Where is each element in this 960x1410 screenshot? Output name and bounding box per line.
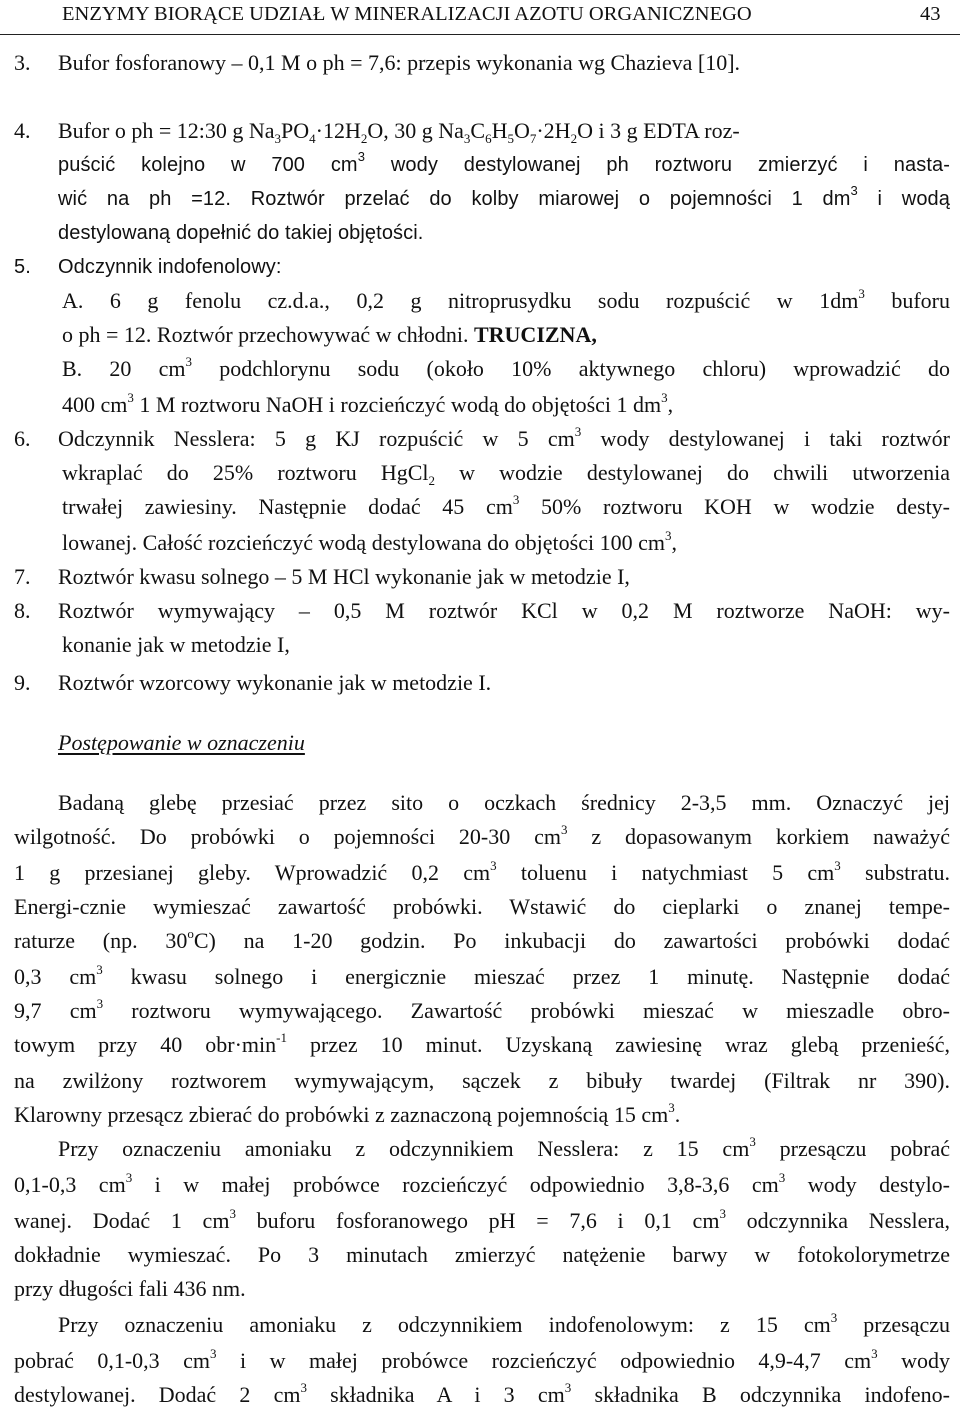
list-item-8-line-2 [62,632,290,658]
paragraph-text: składnika A i 3 cm [306,1382,565,1407]
item-text: ·2H [536,118,571,143]
subscript: 2 [360,131,368,147]
superscript: 3 [830,1309,838,1325]
item-text: , [671,530,677,555]
superscript: 3 [564,1379,572,1395]
paragraph-text: towym przy 40 obr·min [14,1032,277,1057]
list-number: 9. [14,670,31,695]
paragraph-1-line-4 [14,894,950,920]
item-text: wkraplać do 25% roztworu HgCl [62,460,429,485]
superscript: 3 [871,1345,878,1361]
paragraph-text: 1 g przesianej gleby. Wprowadzić 0,2 cm [14,860,491,885]
superscript: 3 [661,389,668,405]
paragraph-text: przesączu pobrać [755,1136,950,1161]
paragraph-text: toluenu i natychmiast 5 cm [496,860,835,885]
paragraph-2-line-4 [14,1242,950,1268]
superscript: 3 [96,995,104,1011]
superscript: 3 [210,1345,217,1361]
paragraph-1-line-7 [14,995,950,1024]
paragraph-text: Badaną glebę przesiać przez sito o oczkach średnicy 2-3,5 mm. Oznaczyć jej [58,790,950,815]
list-item-6-line-4 [62,527,677,556]
paragraph-3-line-3 [14,1379,950,1408]
paragraph-text: wody [877,1348,950,1373]
paragraph-text: C) na 1-20 godzin. Po inkubacji do zawartości probówki dodać [193,928,951,953]
superscript: 3 [185,353,193,369]
paragraph-1-line-5 [14,925,951,954]
superscript: 3 [125,1169,133,1185]
superscript: 3 [300,1379,307,1395]
superscript: 3 [512,491,520,507]
paragraph-text: wilgotność. Do probówki o pojemności 20-30 cm [14,824,561,849]
sub-item-b-line-2 [62,389,674,418]
subscript: 6 [485,131,492,147]
paragraph-text: wody destylo- [785,1172,951,1197]
list-item-4 [14,118,950,147]
paragraph-text: destylowanej. Dodać 2 cm [14,1382,301,1407]
item-text: ·12H [315,118,361,143]
subscript: 2 [570,131,578,147]
superscript: 3 [560,821,568,837]
list-number: 7. [14,564,31,589]
paragraph-1-line-9 [14,1068,950,1094]
item-text: puścić kolejno w 700 cm [58,154,358,176]
item-text: wić na ph =12. Roztwór przelać do kolby miarowej o pojemności 1 dm [58,188,851,210]
list-item-9 [14,670,491,696]
paragraph-text: kwasu solnego i energicznie mieszać przez 1 minutę. Następnie dodać [102,964,950,989]
item-text: PO [281,118,310,143]
paragraph-text: na zwilżony roztworem wymywającym, sączek z bibuły twardej (Filtrak nr 390). [14,1068,950,1093]
paragraph-text: odczynnika Nesslera, [725,1208,950,1233]
list-item-5 [14,254,282,280]
superscript: 3 [749,1133,756,1149]
superscript: 3 [858,285,865,301]
list-item-6 [14,423,950,452]
paragraph-1-line-2 [14,821,950,850]
list-number: 5. [14,256,31,278]
subscript: 2 [428,473,436,489]
paragraph-text: Energi-cznie wymieszać zawartość probówki. Wstawić do cieplarki o znanej tempe- [14,894,950,919]
superscript: 3 [850,183,858,199]
list-item-3 [14,50,740,76]
item-text: trwałej zawiesiny. Następnie dodać 45 cm [62,494,513,519]
paragraph-text: roztworu wymywającego. Zawartość probówki mieszać w mieszadle obro- [103,998,950,1023]
item-text: O, 30 g Na [367,118,464,143]
subscript: 5 [507,131,514,147]
item-text: B. 20 cm [62,356,186,381]
item-text: Bufor fosforanowy – 0,1 M o ph = 7,6: przepis wykonania wg Chazieva [10]. [58,50,741,75]
subscript: 3 [274,131,281,147]
header-rule [0,34,960,35]
paragraph-text: dokładnie wymieszać. Po 3 minutach zmierzyć natężenie barwy w fotokolorymetrze [14,1242,950,1267]
subscript: 7 [529,131,537,147]
list-item-6-line-2 [62,460,950,489]
item-text: 400 cm [62,392,128,417]
list-number: 6. [14,426,31,451]
paragraph-text: i w małej probówce rozcieńczyć odpowiednio 4,9-4,7 cm [216,1348,872,1373]
item-text: 1 M roztworu NaOH i rozcieńczyć wodą do objętości 1 dm [133,392,662,417]
paragraph-text: wanej. Dodać 1 cm [14,1208,230,1233]
paragraph-text: przesączu [837,1312,950,1337]
paragraph-1-line-10 [14,1099,681,1128]
paragraph-text: substratu. [840,860,950,885]
superscript: 3 [668,1099,675,1115]
paragraph-3-line-1 [58,1309,950,1338]
header-title: ENZYMY BIORĄCE UDZIAŁ W MINERALIZACJI AZOTU ORGANICZNEGO [62,3,752,25]
paragraph-text: 0,3 cm [14,964,97,989]
paragraph-1-line-3 [14,857,950,886]
item-text: , [667,392,674,417]
paragraph-text: pobrać 0,1-0,3 cm [14,1348,211,1373]
item-text: Roztwór kwasu solnego – 5 M HCl wykonanie jak w metodzie I, [58,564,630,589]
item-text: Odczynnik indofenolowy: [58,256,282,278]
list-item-7 [14,564,630,590]
subscript: 4 [309,131,316,147]
paragraph-2-line-2 [14,1169,951,1198]
paragraph-3-line-2 [14,1345,950,1374]
paragraph-text: i w małej probówce rozcieńczyć odpowiednio 3,8-3,6 cm [132,1172,779,1197]
list-number: 8. [14,598,31,623]
paragraph-2-line-5 [14,1276,246,1302]
paragraph-text: 0,1-0,3 cm [14,1172,126,1197]
superscript: 3 [127,389,134,405]
list-item-6-line-3 [62,491,951,520]
item-text: A. 6 g fenolu cz.d.a., 0,2 g nitroprusydku sodu rozpuścić w 1dm [62,288,859,313]
paragraph-text: składnika B odczynnika indofeno- [571,1382,950,1407]
paragraph-text: 9,7 cm [14,998,97,1023]
paragraph-text: buforu fosforanowego pH = 7,6 i 0,1 cm [235,1208,720,1233]
item-text: destylowaną dopełnić do takiej objętości. [58,222,424,244]
superscript: 3 [357,149,366,165]
superscript: 3 [719,1205,726,1221]
item-text: O i 3 g EDTA roz- [577,118,740,143]
list-item-4-line-3 [58,183,950,212]
superscript: 3 [834,857,841,873]
superscript: 3 [96,961,103,977]
superscript: 3 [778,1169,786,1185]
item-text: Bufor o ph = 12:30 g Na [58,118,275,143]
sub-item-b [62,353,950,382]
paragraph-text: przez 10 minut. Uzyskaną zawiesinę wraz glebą przenieść, [286,1032,950,1057]
item-text: Roztwór wymywający – 0,5 M roztwór KCl w 0,2 M roztworze NaOH: wy- [58,598,950,623]
item-text: C [470,118,486,143]
sub-item-a-line-2 [62,322,597,348]
item-text: O [513,118,530,143]
list-item-4-line-4 [58,220,423,246]
superscript: 3 [490,857,497,873]
paragraph-text: . [674,1102,681,1127]
paragraph-text: Klarowny przesącz zbierać do probówki z zaznaczoną pojemnością 15 cm [14,1102,669,1127]
item-text: o ph = 12. Roztwór przechowywać w chłodni. [62,322,474,347]
superscript: -1 [276,1029,287,1045]
item-text: H [491,118,508,143]
item-text: 50% roztworu KOH w wodzie desty- [519,494,951,519]
paragraph-1-line-8 [14,1029,950,1058]
superscript: 3 [229,1205,236,1221]
paragraph-text: Przy oznaczeniu amoniaku z odczynnikiem Nesslera: z 15 cm [58,1136,750,1161]
paragraph-text: Przy oznaczeniu amoniaku z odczynnikiem indofenolowym: z 15 cm [58,1312,831,1337]
running-header [0,0,960,35]
item-text: podchlorynu sodu (około 10% aktywnego chloru) wprowadzić do [192,356,950,381]
item-text: wody destylowanej i taki roztwór [581,426,950,451]
superscript: o [187,925,194,941]
sub-item-a [62,285,950,314]
paragraph-1-line-6 [14,961,950,990]
item-text: w wodzie destylowanej do chwili utworzenia [435,460,950,485]
item-text: konanie jak w metodzie I, [62,632,290,657]
subscript: 3 [463,131,471,147]
item-text: wody destylowanej ph roztworu zmierzyć i nasta- [365,154,950,176]
item-text: lowanej. Całość rozcieńczyć wodą destylowana do objętości 100 cm [62,530,665,555]
item-text: buforu [864,288,950,313]
paragraph-text: raturze (np. 30 [14,928,188,953]
list-number: 4. [14,118,31,143]
paragraph-2-line-3 [14,1205,950,1234]
paragraph-1-line-1 [58,790,950,816]
item-text: i wodą [857,188,950,210]
paragraph-text: z dopasowanym korkiem naważyć [567,824,950,849]
paragraph-text: przy długości fali 436 nm. [14,1276,246,1301]
list-number: 3. [14,50,31,75]
section-heading-text: Postępowanie w oznaczeniu [58,730,305,755]
item-text: Odczynnik Nesslera: 5 g KJ rozpuścić w 5 cm [58,426,575,451]
list-item-4-line-2 [58,149,950,178]
paragraph-2-line-1 [58,1133,950,1162]
item-text: Roztwór wzorcowy wykonanie jak w metodzie I. [58,670,492,695]
superscript: 3 [574,423,582,439]
list-item-8 [14,598,950,624]
superscript: 3 [664,527,672,543]
warning-text: TRUCIZNA, [473,322,597,347]
page-number: 43 [920,3,941,25]
section-heading [58,730,305,756]
